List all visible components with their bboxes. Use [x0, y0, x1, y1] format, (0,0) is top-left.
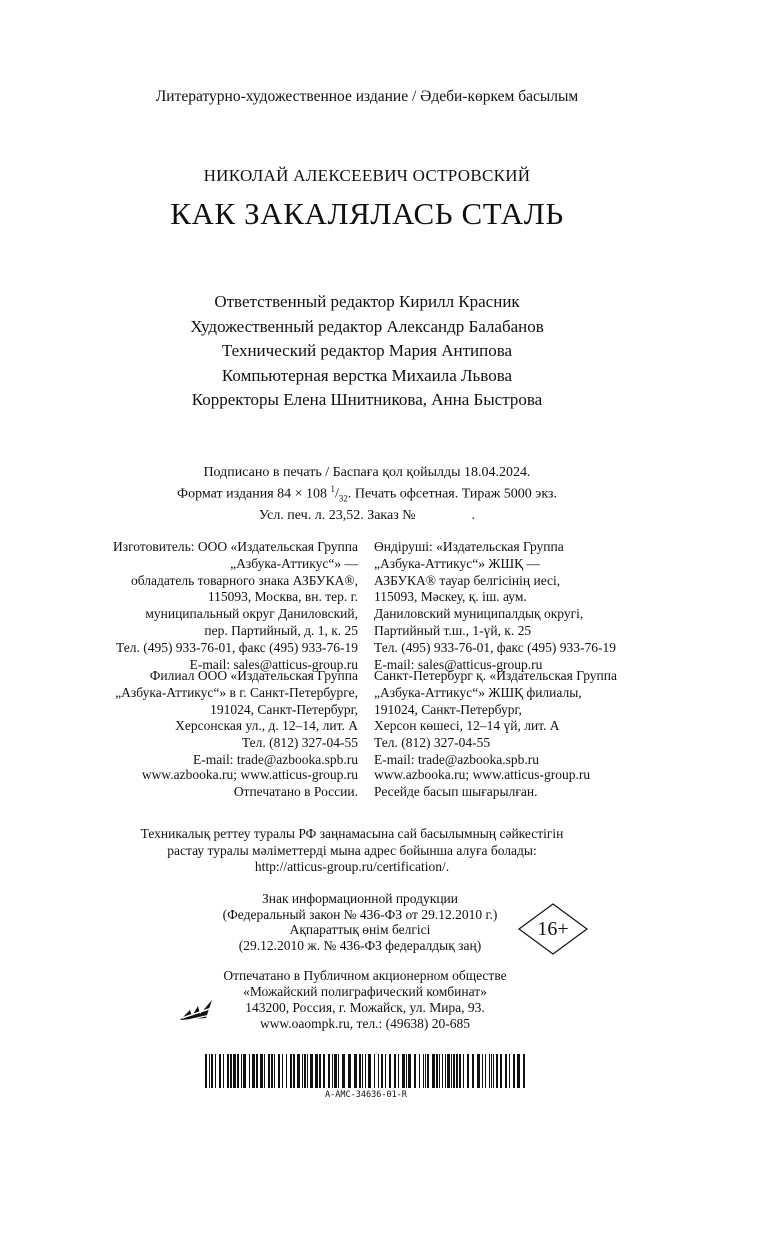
- branch-ru-line: E-mail: trade@azbooka.spb.ru: [193, 751, 358, 767]
- certification-info: [0, 826, 704, 876]
- barcode-bar: [342, 1054, 345, 1088]
- info-product-line: (Федеральный закон № 436-ФЗ от 29.12.2010 г.): [222, 906, 498, 922]
- order-text: Усл. печ. л. 23,52. Заказ №: [258, 508, 416, 524]
- branch-ru: [40, 668, 358, 769]
- barcode-bar: [381, 1054, 383, 1088]
- barcode-bar: [365, 1054, 366, 1088]
- certification-line: растау туралы мәліметтерді мына адрес бойынша алуға болады:: [167, 842, 537, 858]
- barcode-icon: [203, 1054, 529, 1088]
- manufacturer-ru-line: Тел. (495) 933-76-01, факс (495) 933-76-19: [115, 639, 358, 655]
- editors-list: [0, 290, 734, 413]
- branch-kz-line: Санкт-Петербург қ. «Издательская Группа: [374, 668, 617, 683]
- barcode-bar: [472, 1054, 474, 1088]
- branch-kz-line: 191024, Санкт-Петербург,: [374, 701, 522, 717]
- branch-ru-line: „Азбука-Аттикус“» в г. Санкт-Петербурге,: [115, 684, 358, 700]
- manufacturer-kz: [374, 539, 674, 673]
- barcode-bar: [241, 1054, 242, 1088]
- barcode-bar: [227, 1054, 229, 1088]
- manufacturer-kz-line: АЗБУКА® тауар белгісінің иесі,: [374, 572, 561, 588]
- barcode-bar: [302, 1054, 303, 1088]
- barcode-bar: [456, 1054, 458, 1088]
- barcode-bar: [293, 1054, 295, 1088]
- barcode-bar: [368, 1054, 371, 1088]
- barcode-bar: [205, 1054, 207, 1088]
- barcode-bar: [406, 1054, 407, 1088]
- barcode-bar: [402, 1054, 405, 1088]
- branch-kz-line: Херсон көшесі, 12–14 үй, лит. А: [374, 718, 560, 734]
- manufacturer-ru-line: „Азбука-Аттикус“» —: [230, 555, 358, 571]
- printer-info: [190, 968, 540, 1032]
- barcode-bar: [278, 1054, 280, 1088]
- barcode-bar: [215, 1054, 216, 1088]
- certification-link: http://atticus-group.ru/certification/.: [254, 859, 450, 874]
- barcode-bar: [378, 1054, 379, 1088]
- barcode-bar: [271, 1054, 273, 1088]
- print-order-line: Усл. печ. л. 23,52. Заказ № .: [258, 508, 476, 524]
- barcode-bar: [423, 1054, 424, 1088]
- barcode-bar: [425, 1054, 426, 1088]
- barcode-bar: [274, 1054, 275, 1088]
- barcode-bar: [354, 1054, 357, 1088]
- barcode-bar: [223, 1054, 224, 1088]
- barcode-bar: [359, 1054, 361, 1088]
- barcode-bar: [338, 1054, 339, 1088]
- barcode-bar: [264, 1054, 265, 1088]
- barcode-bar: [211, 1054, 213, 1088]
- barcode-label: A-AMC-34636-01-R: [325, 1090, 407, 1100]
- web-kz: [374, 767, 674, 801]
- edition-type: Литературно-художественное издание / Әдеби-көркем басылым: [155, 88, 579, 105]
- barcode-bar: [500, 1054, 502, 1088]
- editor-line: Художественный редактор Александр Балабанов: [190, 316, 544, 336]
- branch-kz: [374, 668, 674, 769]
- printer-line: «Можайский полиграфический комбинат»: [243, 984, 487, 999]
- manufacturer-kz-line: E-mail: sales@atticus-group.ru: [374, 656, 543, 672]
- barcode-bar: [328, 1054, 330, 1088]
- age-rating-text: 16+: [537, 917, 569, 940]
- manufacturer-ru-line: Изготовитель: ООО «Издательская Группа: [113, 539, 358, 554]
- barcode-bar: [319, 1054, 321, 1088]
- manufacturer-ru-line: муниципальный округ Даниловский,: [145, 606, 358, 622]
- manufacturer-kz-line: 115093, Мәскеу, қ. іш. аум.: [374, 589, 527, 605]
- barcode-bar: [286, 1054, 287, 1088]
- book-title: КАК ЗАКАЛЯЛАСЬ СТАЛЬ: [170, 196, 564, 231]
- barcode-bar: [297, 1054, 300, 1088]
- web-ru: [40, 767, 358, 801]
- barcode-bar: [348, 1054, 351, 1088]
- branch-kz-line: „Азбука-Аттикус“» ЖШҚ филиалы,: [374, 684, 582, 700]
- barcode-bar: [523, 1054, 525, 1088]
- barcode-bar: [459, 1054, 461, 1088]
- barcode-bar: [451, 1054, 452, 1088]
- barcode-bar: [282, 1054, 283, 1088]
- info-product-marking: [200, 891, 520, 953]
- fraction-denominator: 32: [338, 493, 348, 504]
- barcode-bar: [252, 1054, 255, 1088]
- format-text: Формат издания 84 × 108: [177, 486, 331, 502]
- branch-ru-line: Херсонская ул., д. 12–14, лит. А: [175, 718, 358, 734]
- manufacturer-kz-line: Партийный т.ш., 1-үй, к. 25: [374, 622, 532, 638]
- printer-line: Отпечатано в Публичном акционерном обществе: [223, 968, 507, 983]
- barcode-bar: [442, 1054, 443, 1088]
- barcode: [203, 1054, 529, 1088]
- age-rating-badge: [518, 903, 588, 955]
- manufacturer-ru: [40, 539, 358, 673]
- branch-kz-line: Тел. (812) 327-04-55: [374, 735, 491, 751]
- info-product-line: Ақпараттық өнім белгісі: [289, 922, 431, 937]
- printer-line: 143200, Россия, г. Можайск, ул. Мира, 93.: [245, 1000, 485, 1015]
- book-author: НИКОЛАЙ АЛЕКСЕЕВИЧ ОСТРОВСКИЙ: [203, 166, 531, 185]
- manufacturer-kz-line: Тел. (495) 933-76-01, факс (495) 933-76-19: [374, 639, 617, 655]
- info-product-line: (29.12.2010 ж. № 436-ФЗ федералдық заң): [238, 937, 482, 953]
- manufacturer-ru-line: 115093, Москва, вн. тер. г.: [207, 589, 358, 605]
- editor-line: Ответственный редактор Кирилл Красник: [214, 292, 520, 311]
- printer-line: www.oaompk.ru, тел.: (49638) 20-685: [259, 1016, 471, 1031]
- editor-line: Корректоры Елена Шнитникова, Анна Быстрова: [191, 390, 543, 409]
- barcode-bar: [427, 1054, 429, 1088]
- barcode-bar: [334, 1054, 337, 1088]
- manufacturer-ru-line: E-mail: sales@atticus-group.ru: [189, 656, 358, 672]
- barcode-bar: [362, 1054, 363, 1088]
- barcode-bar: [439, 1054, 440, 1088]
- barcode-bar: [332, 1054, 333, 1088]
- branch-ru-line: Тел. (812) 327-04-55: [241, 735, 358, 751]
- print-format-line: Формат издания 84 × 108 $^1/_{32}$. Печать офсетная. Тираж 5000 экз.: [177, 484, 557, 504]
- branch-ru-line: Филиал ООО «Издательская Группа: [149, 668, 358, 683]
- barcode-bar: [436, 1054, 438, 1088]
- barcode-bar: [268, 1054, 270, 1088]
- barcode-bar: [414, 1054, 416, 1088]
- barcode-bar: [493, 1054, 494, 1088]
- web-ru-line: Отпечатано в России.: [233, 783, 358, 799]
- barcode-bar: [463, 1054, 464, 1088]
- editor-line: Компьютерная верстка Михаила Львова: [221, 365, 513, 385]
- barcode-bar: [453, 1054, 455, 1088]
- barcode-bar: [310, 1054, 313, 1088]
- barcode-bar: [304, 1054, 306, 1088]
- barcode-bar: [233, 1054, 236, 1088]
- certification-line: Техникалық реттеу туралы РФ заңнамасына сай басылымның сәйкестігін: [140, 826, 564, 841]
- barcode-bar: [209, 1054, 210, 1088]
- print-signed-line: Подписано в печать / Баспаға қол қойылды 18.04.2024.: [203, 465, 531, 480]
- barcode-bar: [249, 1054, 250, 1088]
- barcode-bar: [477, 1054, 480, 1088]
- branch-kz-line: E-mail: trade@azbooka.spb.ru: [374, 751, 539, 767]
- barcode-bar: [482, 1054, 483, 1088]
- branch-ru-line: 191024, Санкт-Петербург,: [210, 701, 358, 717]
- barcode-bar: [432, 1054, 435, 1088]
- editor-line: Технический редактор Мария Антипова: [221, 341, 513, 360]
- manufacturer-kz-line: „Азбука-Аттикус“» ЖШҚ —: [374, 555, 540, 571]
- web-kz-line: Ресейде басып шығарылған.: [374, 783, 538, 799]
- barcode-bar: [496, 1054, 498, 1088]
- barcode-bar: [230, 1054, 232, 1088]
- info-product-line: Знак информационной продукции: [261, 891, 459, 906]
- manufacturer-ru-line: обладатель товарного знака АЗБУКА®,: [130, 572, 358, 588]
- barcode-bar: [315, 1054, 318, 1088]
- barcode-bar: [485, 1054, 486, 1088]
- barcode-bar: [290, 1054, 292, 1088]
- barcode-bar: [398, 1054, 399, 1088]
- manufacturer-kz-line: Даниловский муниципалдық округі,: [374, 606, 584, 622]
- barcode-bar: [237, 1054, 239, 1088]
- manufacturer-ru-line: пер. Партийный, д. 1, к. 25: [204, 622, 358, 638]
- barcode-bar: [467, 1054, 469, 1088]
- fraction-numerator: 1: [330, 484, 336, 494]
- barcode-bar: [509, 1054, 510, 1088]
- barcode-bar: [408, 1054, 411, 1088]
- barcode-bar: [389, 1054, 391, 1088]
- barcode-bar: [243, 1054, 246, 1088]
- barcode-bar: [385, 1054, 386, 1088]
- barcode-bar: [256, 1054, 258, 1088]
- barcode-bar: [505, 1054, 507, 1088]
- barcode-bar: [374, 1054, 375, 1088]
- format-rest: . Печать офсетная. Тираж 5000 экз.: [347, 486, 557, 502]
- barcode-bar: [447, 1054, 450, 1088]
- barcode-bar: [491, 1054, 492, 1088]
- web-kz-line: www.azbooka.ru; www.atticus-group.ru: [374, 767, 591, 782]
- web-ru-line: www.azbooka.ru; www.atticus-group.ru: [141, 767, 358, 782]
- barcode-bar: [307, 1054, 308, 1088]
- barcode-bar: [419, 1054, 420, 1088]
- barcode-bar: [445, 1054, 446, 1088]
- barcode-bar: [219, 1054, 221, 1088]
- print-info: [0, 464, 734, 524]
- barcode-bar: [513, 1054, 515, 1088]
- barcode-bar: [260, 1054, 263, 1088]
- barcode-bar: [517, 1054, 520, 1088]
- manufacturer-kz-line: Өндіруші: «Издательская Группа: [374, 539, 564, 554]
- barcode-bar: [394, 1054, 396, 1088]
- barcode-bar: [489, 1054, 490, 1088]
- barcode-bar: [323, 1054, 325, 1088]
